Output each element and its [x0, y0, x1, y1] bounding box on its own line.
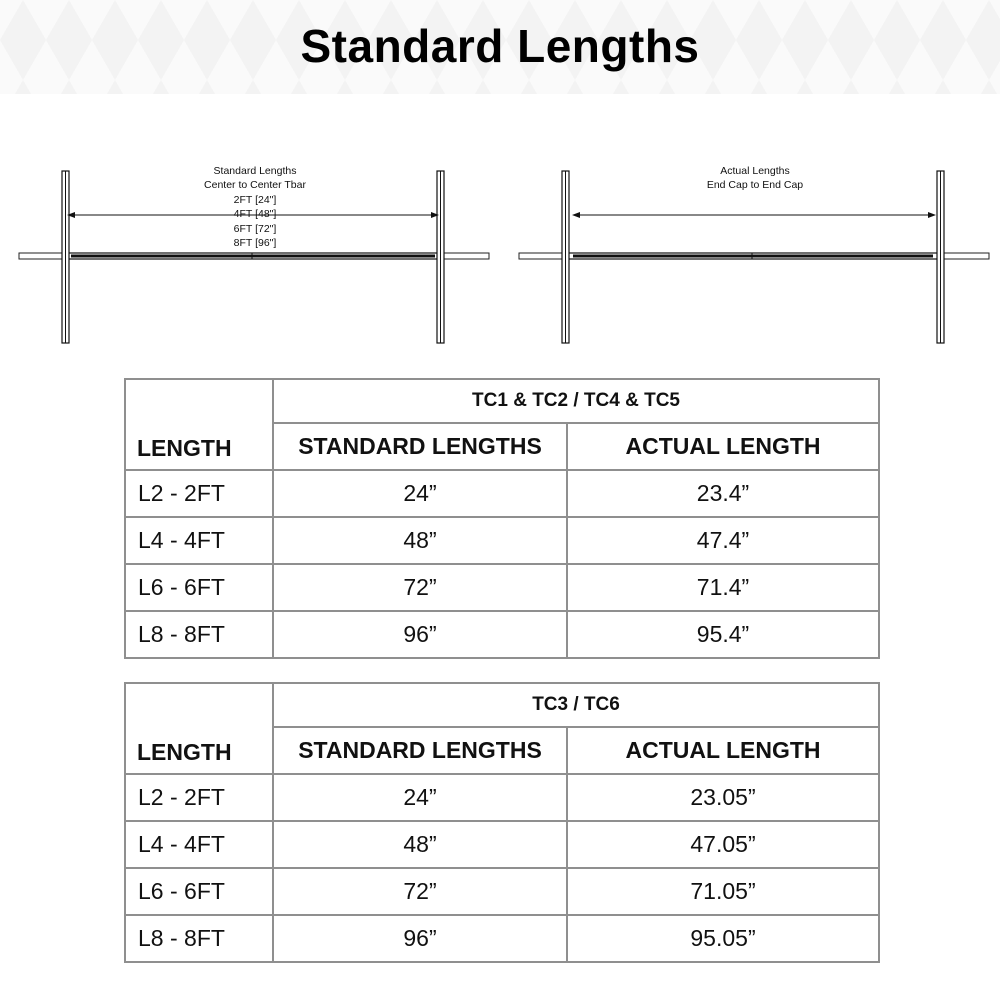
table-row [125, 774, 879, 821]
actual-length-cell: 47.05” [567, 821, 879, 868]
length-header: LENGTH [125, 379, 273, 470]
actual-length-cell: 47.4” [567, 517, 879, 564]
table-row [125, 517, 879, 564]
table-row [125, 821, 879, 868]
table-row [125, 868, 879, 915]
length-cell: L8 - 8FT [125, 915, 273, 962]
actual-length-header: ACTUAL LENGTH [567, 423, 879, 470]
standard-length-cell: 96” [273, 915, 567, 962]
actual-length-cell: 71.05” [567, 868, 879, 915]
length-table-tc3-tc6 [124, 682, 880, 963]
standard-lengths-header: STANDARD LENGTHS [273, 727, 567, 774]
page-title: Standard Lengths [300, 20, 700, 72]
standard-length-cell: 72” [273, 868, 567, 915]
diagram-standard-lengths [15, 160, 495, 350]
standard-length-cell: 72” [273, 564, 567, 611]
actual-length-cell: 71.4” [567, 564, 879, 611]
model-group-label: TC3 / TC6 [273, 683, 879, 727]
caption-line: Standard Lengths [213, 165, 297, 177]
diagram-actual-lengths [515, 160, 995, 350]
table-row [125, 470, 879, 517]
caption-line: 6FT [72"] [233, 222, 277, 235]
diagram-caption [105, 164, 405, 250]
caption-line: 2FT [24"] [233, 193, 277, 206]
table-group-row [125, 379, 879, 423]
standard-length-cell: 24” [273, 774, 567, 821]
length-cell: L4 - 4FT [125, 821, 273, 868]
length-cell: L8 - 8FT [125, 611, 273, 658]
length-header: LENGTH [125, 683, 273, 774]
model-group-label: TC1 & TC2 / TC4 & TC5 [273, 379, 879, 423]
length-table-tc1-tc2-tc4-tc5 [124, 378, 880, 659]
actual-length-cell: 23.4” [567, 470, 879, 517]
length-cell: L2 - 2FT [125, 774, 273, 821]
length-cell: L2 - 2FT [125, 470, 273, 517]
table-row [125, 915, 879, 962]
caption-line: End Cap to End Cap [706, 179, 804, 192]
length-cell: L6 - 6FT [125, 564, 273, 611]
standard-lengths-header: STANDARD LENGTHS [273, 423, 567, 470]
actual-length-cell: 95.4” [567, 611, 879, 658]
table-row [125, 611, 879, 658]
standard-length-cell: 48” [273, 821, 567, 868]
length-cell: L4 - 4FT [125, 517, 273, 564]
caption-line: 4FT [48"] [233, 208, 277, 221]
standard-length-cell: 48” [273, 517, 567, 564]
standard-length-cell: 24” [273, 470, 567, 517]
caption-line: 8FT [96"] [233, 237, 277, 250]
length-cell: L6 - 6FT [125, 868, 273, 915]
caption-line: Center to Center Tbar [204, 179, 306, 192]
caption-line: Actual Lengths [720, 165, 790, 177]
actual-length-header: ACTUAL LENGTH [567, 727, 879, 774]
diagram-caption [605, 164, 905, 193]
actual-length-cell: 23.05” [567, 774, 879, 821]
table-group-row [125, 683, 879, 727]
table-row [125, 564, 879, 611]
actual-length-cell: 95.05” [567, 915, 879, 962]
standard-length-cell: 96” [273, 611, 567, 658]
